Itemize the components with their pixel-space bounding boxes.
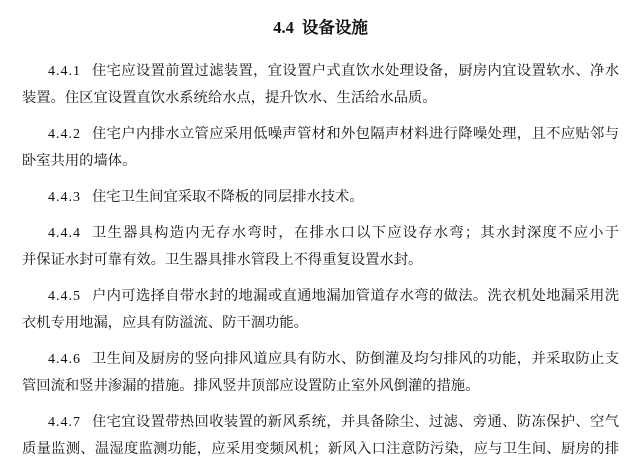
section-number: 4.4 (273, 18, 294, 37)
clause-first-line (22, 409, 619, 436)
clause-4-4-4 (22, 220, 619, 274)
clause-first-line (22, 184, 619, 211)
clause-continuation-line: 并保证水封可靠有效。卫生器具排水管段上不得重复设置水封。 (22, 252, 423, 268)
clause-first-line (22, 121, 619, 148)
clause-continuation-line: 装置。住区宜设置直饮水系统给水点，提升饮水、生活给水品质。 (22, 90, 437, 106)
clause-text: 住宅宜设置带热回收装置的新风系统，并具备除尘、过滤、旁通、防冻保护、空气 (92, 414, 619, 430)
clause-4-4-1 (22, 58, 619, 112)
clause-4-4-2 (22, 121, 619, 175)
clause-number: 4.4.6 (48, 352, 81, 367)
clause-4-4-6 (22, 346, 619, 400)
clause-text: 住宅户内排水立管应采用低噪声管材和外包隔声材料进行降噪处理，且不应贴邻与 (92, 126, 619, 142)
clause-number: 4.4.3 (48, 190, 81, 205)
clause-first-line (22, 220, 619, 247)
clause-number: 4.4.4 (48, 226, 81, 241)
clause-4-4-5 (22, 283, 619, 337)
clause-4-4-3 (22, 184, 619, 211)
clause-number: 4.4.2 (48, 127, 81, 142)
section-title (0, 16, 641, 40)
clause-text: 住宅应设置前置过滤装置，宜设置户式直饮水处理设备，厨房内宜设置软水、净水 (92, 63, 619, 79)
clause-text: 户内可选择自带水封的地漏或直通地漏加管道存水弯的做法。洗衣机处地漏采用洗 (92, 288, 619, 304)
clause-4-4-7 (22, 409, 619, 463)
section-body (22, 58, 619, 463)
clause-continuation-line: 质量监测、温湿度监测功能，应采用变频风机；新风入口注意防污染，应与卫生间、厨房的排 (22, 441, 619, 457)
clause-number: 4.4.7 (48, 415, 81, 430)
clause-text: 卫生间及厨房的竖向排风道应具有防水、防倒灌及均匀排风的功能，并采取防止支 (92, 351, 619, 367)
clause-continuation-line: 管回流和竖井渗漏的措施。排风竖井顶部应设置防止室外风倒灌的措施。 (22, 378, 480, 394)
clause-text: 卫生器具构造内无存水弯时，在排水口以下应设存水弯；其水封深度不应小于 (92, 225, 619, 241)
clause-number: 4.4.5 (48, 289, 81, 304)
clause-continuation-line: 卧室共用的墙体。 (22, 153, 137, 169)
clause-text: 住宅卫生间宜采取不降板的同层排水技术。 (92, 189, 364, 205)
section-heading: 设备设施 (301, 18, 368, 37)
clause-number: 4.4.1 (48, 64, 81, 79)
clause-first-line (22, 283, 619, 310)
clause-first-line (22, 346, 619, 373)
clause-continuation-line: 衣机专用地漏，应具有防溢流、防干涸功能。 (22, 315, 308, 331)
clause-first-line (22, 58, 619, 85)
